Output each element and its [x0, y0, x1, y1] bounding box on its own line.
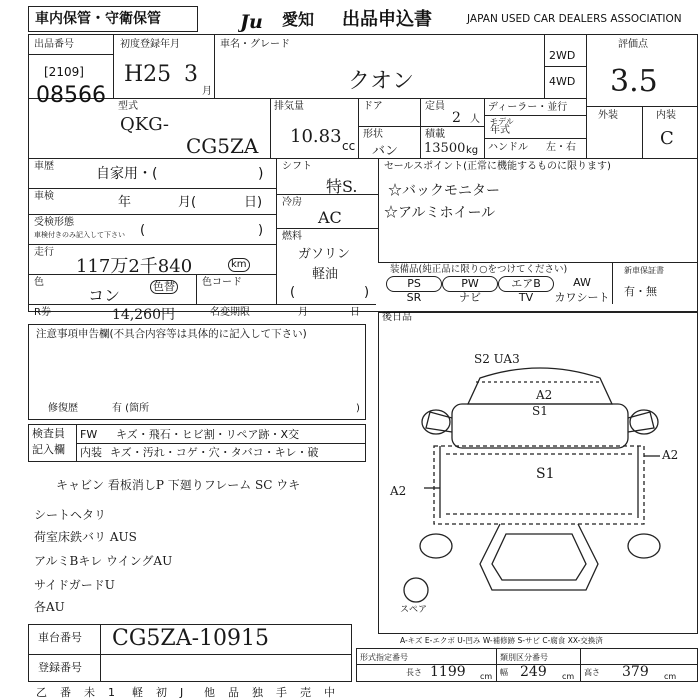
- repair-label: 修復歴: [48, 403, 78, 414]
- org-name: 愛知: [282, 10, 315, 29]
- handwritten-note: キャビン 看板消しP 下廻りフレーム SC ウキ: [56, 478, 301, 492]
- lot-subnumber: [2109]: [44, 65, 84, 79]
- registration-month: 3: [184, 62, 198, 87]
- shape-value: バン: [372, 144, 399, 159]
- handwritten-note: シートヘタリ: [34, 508, 107, 522]
- exterior-label: 外装: [598, 110, 618, 121]
- footer-cell: 独: [252, 686, 263, 699]
- footer-cell: 他: [204, 686, 215, 699]
- handwritten-notes: [30, 466, 376, 616]
- notes-label: 注意事項申告欄(不具合内容等は具体的に記入して下さい): [36, 328, 307, 340]
- handwritten-note: 荷室床鉄バリ AUS: [34, 530, 137, 544]
- load-label: 積載: [425, 129, 445, 140]
- fuel-value: ガソリン: [298, 247, 351, 262]
- footer-cell: 番: [60, 686, 71, 699]
- name-change-month: 月: [298, 307, 308, 318]
- equipment-sr: SR: [406, 291, 422, 304]
- damage-legend: A-キズ E-エクボ U-凹み W-補修跡 S-サビ C-腐食 XX-交換済: [400, 636, 603, 645]
- name-change-label: 名変期限: [210, 307, 250, 318]
- acceptance-label: 受検形態: [34, 217, 74, 228]
- type-label: 型式: [118, 101, 138, 112]
- displacement-value: 10.83: [290, 126, 342, 147]
- mileage-value: 117万2千840: [76, 256, 193, 277]
- drive-4wd: 4WD: [549, 75, 576, 88]
- displacement-label: 排気量: [274, 101, 304, 112]
- shaken-label: 車検: [34, 191, 54, 202]
- color-code-label: 色コード: [202, 277, 242, 288]
- interior-label: 内装: [656, 110, 676, 121]
- footer-cell: 売: [300, 686, 311, 699]
- selling-points-label: セールスポイント(正常に機能するものに限ります): [384, 161, 611, 172]
- svg-text:Ju: Ju: [240, 11, 263, 32]
- vehicle-diagram: [380, 328, 698, 630]
- spare-label: スペア: [400, 605, 428, 615]
- cooling-value: AC: [318, 208, 342, 227]
- document-title: 出品申込書: [342, 9, 432, 30]
- equipment-airbag: エアB: [498, 276, 554, 292]
- cert-number-label: 形式指定番号: [360, 653, 408, 662]
- capacity-label: 定員: [425, 101, 445, 112]
- model-year-label: モデル: [490, 117, 514, 126]
- warranty-value: 有・無: [624, 285, 657, 298]
- drive-2wd: 2WD: [549, 49, 576, 62]
- load-value: 13500: [424, 141, 466, 156]
- model-value: クオン: [348, 69, 415, 94]
- footer-cell: 乙: [36, 686, 47, 699]
- lot-label: 出品番号: [34, 39, 74, 50]
- ju-logo: [238, 10, 278, 32]
- capacity-unit: 人: [470, 114, 480, 125]
- acceptance-close: ): [258, 223, 264, 238]
- model-label: 車名・グレード: [220, 39, 290, 50]
- handwritten-note: 各AU: [34, 600, 65, 614]
- diagram-mark: A2: [662, 448, 679, 462]
- length-unit: cm: [480, 672, 493, 681]
- footer-cell: 初: [156, 686, 167, 699]
- grade-label: 評価点: [618, 39, 648, 50]
- handwritten-note: アルミBキレ ウイングAU: [34, 554, 173, 568]
- equipment-pw: PW: [442, 276, 498, 292]
- history-label: 車歴: [34, 161, 54, 172]
- lot-number: 08566: [36, 83, 106, 108]
- fuel-open: (: [290, 285, 296, 300]
- footer-cell: 手: [276, 686, 287, 699]
- interior-value: C: [660, 128, 674, 149]
- shift-value: 特S.: [326, 177, 358, 196]
- capacity-value: 2: [452, 110, 461, 126]
- acceptance-open: (: [140, 223, 146, 238]
- inspector-exterior-line: キズ・飛石・ヒビ割・リペア跡・X交: [116, 428, 300, 441]
- footer-cell: 品: [228, 686, 239, 699]
- registration-year: H25: [124, 62, 172, 87]
- length-label: 長さ: [406, 668, 422, 677]
- equipment-grid: [386, 276, 610, 306]
- type-prefix: QKG-: [120, 114, 169, 135]
- shift-label: シフト: [282, 161, 312, 172]
- association-name: JAPAN USED CAR DEALERS ASSOCIATION: [467, 13, 682, 25]
- equipment-tv: TV: [518, 291, 534, 304]
- history-close: ): [258, 166, 264, 182]
- height-label: 高さ: [584, 668, 600, 677]
- shaken-year: 年: [118, 195, 132, 210]
- equipment-navi: ナビ: [459, 291, 481, 304]
- footer-cell: 軽: [132, 686, 143, 699]
- inspector-entry-label: 記入欄: [32, 443, 65, 456]
- fuel-label: 燃料: [282, 231, 302, 242]
- inspector-interior: 内装: [80, 446, 102, 459]
- height-unit: cm: [664, 672, 677, 681]
- shape-label: 形状: [363, 129, 383, 140]
- mileage-unit: km: [228, 258, 250, 272]
- equipment-aw: AW: [573, 276, 591, 289]
- width-label: 幅: [500, 668, 508, 677]
- footer-cell: 未: [84, 686, 95, 699]
- length-value: 1199: [430, 664, 466, 680]
- inspector-fw: FW: [80, 428, 98, 441]
- diagram-mark: S1: [536, 466, 555, 482]
- name-change-day: 日: [350, 307, 360, 318]
- equipment-ps: PS: [386, 276, 442, 292]
- load-unit: kg: [466, 145, 479, 156]
- repair-value: 有 (箇所: [112, 403, 150, 414]
- footer-cell: J: [180, 686, 184, 699]
- color-change: 色替: [150, 280, 178, 294]
- shaken-month: 月(: [178, 195, 197, 210]
- diagram-mark: S2 UA3: [474, 352, 520, 366]
- acceptance-note: 車検付きのみ記入して下さい: [34, 231, 125, 239]
- handle-label: ハンドル: [488, 142, 528, 153]
- equipment-leather: カワシート: [554, 291, 610, 304]
- chassis-label: 車台番号: [38, 631, 82, 644]
- color-label: 色: [34, 277, 44, 288]
- shaken-day: 日): [244, 195, 263, 210]
- handle-options: 左・右: [546, 142, 576, 153]
- type-code: CG5ZA: [186, 134, 259, 158]
- inspector-label: 検査員: [32, 427, 65, 440]
- handwritten-note: サイドガードU: [34, 578, 115, 592]
- rear-items-label: 後日品: [382, 312, 412, 323]
- width-value: 249: [520, 664, 547, 680]
- storage-label: 車内保管・守衛保管: [35, 11, 161, 27]
- cooling-label: 冷房: [282, 197, 302, 208]
- equipment-label: 装備品(純正品に限り○をつけてください): [390, 264, 568, 275]
- storage-box: [28, 6, 198, 32]
- registration-label: 初度登録年月: [120, 39, 180, 50]
- registration-month-unit: 月: [202, 86, 212, 97]
- history-value: 自家用・(: [96, 166, 158, 182]
- registration-number-label: 登録番号: [38, 661, 82, 674]
- height-value: 379: [622, 664, 649, 680]
- fuel-value-diesel: 軽油: [312, 267, 339, 282]
- footer-row: [28, 686, 348, 700]
- grade-value: 3.5: [610, 64, 658, 99]
- dealer-label: ディーラー・並行: [488, 102, 568, 113]
- doors-label: ドア: [363, 101, 383, 112]
- recycle-value: 14,260円: [112, 307, 175, 323]
- inspector-interior-line: キズ・汚れ・コゲ・穴・タバコ・キレ・破: [110, 446, 319, 459]
- displacement-unit: cc: [342, 139, 356, 153]
- class-number-label: 類別区分番号: [500, 653, 548, 662]
- year-label: 年式: [490, 125, 510, 136]
- color-value: コン: [88, 286, 121, 305]
- diagram-mark: A2: [536, 388, 553, 402]
- fuel-close: ): [364, 285, 370, 300]
- diagram-mark: A2: [390, 484, 407, 498]
- footer-cell: 中: [324, 686, 335, 699]
- diagram-mark: S1: [532, 404, 548, 418]
- warranty-label: 新車保証書: [624, 266, 664, 275]
- repair-close: ): [356, 403, 360, 414]
- mileage-label: 走行: [34, 247, 54, 258]
- selling-point-2: ☆アルミホイール: [384, 205, 496, 221]
- selling-point-1: ☆バックモニター: [388, 183, 500, 199]
- width-unit: cm: [562, 672, 575, 681]
- recycle-label: R券: [34, 307, 51, 318]
- footer-cell: 1: [108, 686, 115, 699]
- chassis-value: CG5ZA-10915: [112, 626, 269, 651]
